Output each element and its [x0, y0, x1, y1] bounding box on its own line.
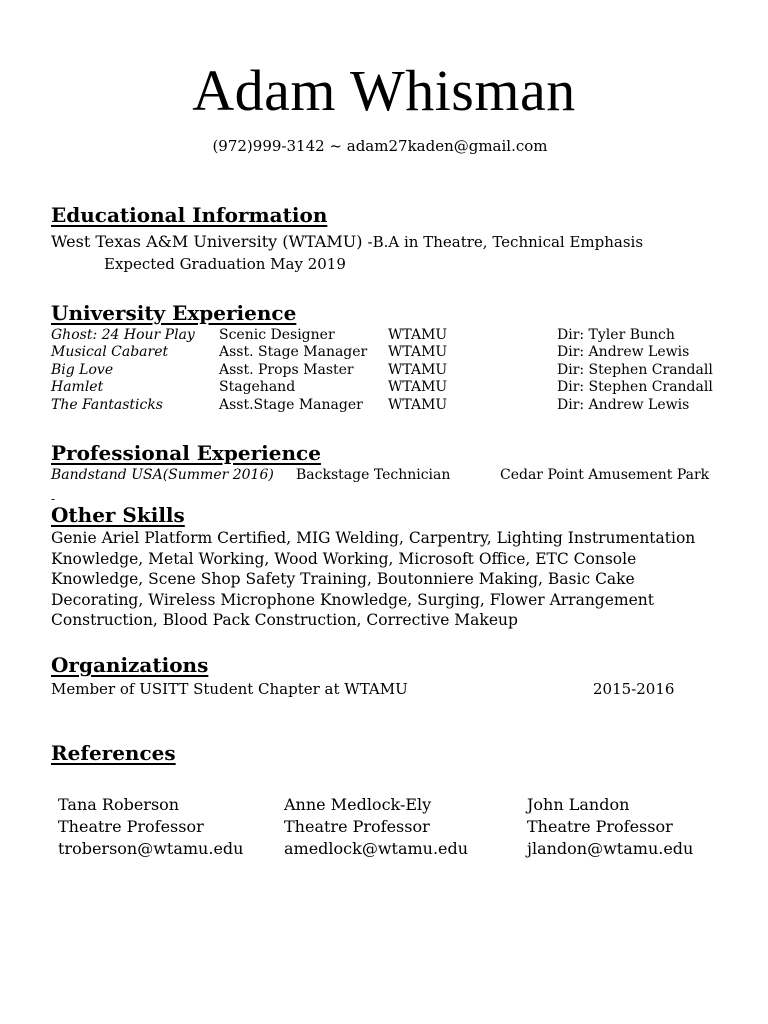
- skills-paragraph: Genie Ariel Platform Certified, MIG Welding, Carpentry, Lighting Instrumentation Knowledge, Metal Working, Wood Working, Microsoft Office, ETC Console Knowledge, Scene Shop Safety Training, Boutonniere Making, Basic Cake Decorating, Wireless Microphone Knowledge, Surging, Flower Arrangement Construction, Blood Pack Construction, Corrective Makeup: [51, 529, 696, 630]
- university-experience-heading: University Experience: [51, 301, 297, 325]
- other-skills-heading: Other Skills: [51, 503, 185, 527]
- show-title: Musical Cabaret: [51, 344, 169, 360]
- contact-line: (972)999-3142 ~ adam27kaden@gmail.com: [212, 137, 548, 155]
- stray-dash: -: [51, 492, 56, 506]
- role: Stagehand: [219, 379, 296, 395]
- education-school: West Texas A&M University (WTAMU): [51, 232, 363, 251]
- director: Dir: Andrew Lewis: [557, 397, 690, 413]
- resume-name: Adam Whisman: [192, 58, 576, 123]
- reference-email: amedlock@wtamu.edu: [284, 839, 469, 858]
- references-heading: References: [51, 741, 176, 765]
- professional-experience-heading: Professional Experience: [51, 441, 321, 465]
- show-title: Big Love: [51, 362, 114, 378]
- venue: WTAMU: [388, 362, 448, 378]
- education-degree: -B.A in Theatre, Technical Emphasis: [367, 233, 644, 251]
- organization-item: Member of USITT Student Chapter at WTAMU: [51, 680, 408, 698]
- director: Dir: Andrew Lewis: [557, 344, 690, 360]
- reference-card: [284, 794, 468, 860]
- venue: WTAMU: [388, 397, 448, 413]
- role: Asst. Stage Manager: [219, 344, 368, 360]
- director: Dir: Stephen Crandall: [557, 379, 713, 395]
- reference-email: troberson@wtamu.edu: [58, 839, 244, 858]
- reference-name: Anne Medlock-Ely: [284, 795, 432, 814]
- venue: Cedar Point Amusement Park: [500, 467, 710, 483]
- role: Asst. Props Master: [219, 362, 354, 378]
- reference-name: Tana Roberson: [58, 795, 180, 814]
- education-graduation: Expected Graduation May 2019: [104, 255, 346, 273]
- reference-card: [527, 794, 693, 860]
- venue: WTAMU: [388, 344, 448, 360]
- reference-title: Theatre Professor: [527, 817, 673, 836]
- reference-email: jlandon@wtamu.edu: [527, 839, 694, 858]
- reference-card: [58, 794, 243, 860]
- role: Asst.Stage Manager: [219, 397, 363, 413]
- reference-title: Theatre Professor: [284, 817, 430, 836]
- education-line: [51, 232, 643, 251]
- venue: WTAMU: [388, 379, 448, 395]
- show-title: Ghost: 24 Hour Play: [51, 327, 195, 343]
- venue: WTAMU: [388, 327, 448, 343]
- role: Scenic Designer: [219, 327, 335, 343]
- education-heading: Educational Information: [51, 203, 328, 227]
- show-title: Bandstand USA(Summer 2016): [51, 467, 274, 483]
- organizations-heading: Organizations: [51, 653, 209, 677]
- role: Backstage Technician: [296, 467, 451, 483]
- director: Dir: Stephen Crandall: [557, 362, 713, 378]
- reference-name: John Landon: [527, 795, 630, 814]
- reference-title: Theatre Professor: [58, 817, 204, 836]
- show-title: The Fantasticks: [51, 397, 163, 413]
- director: Dir: Tyler Bunch: [557, 327, 675, 343]
- organization-years: 2015-2016: [593, 680, 675, 698]
- show-title: Hamlet: [51, 379, 104, 395]
